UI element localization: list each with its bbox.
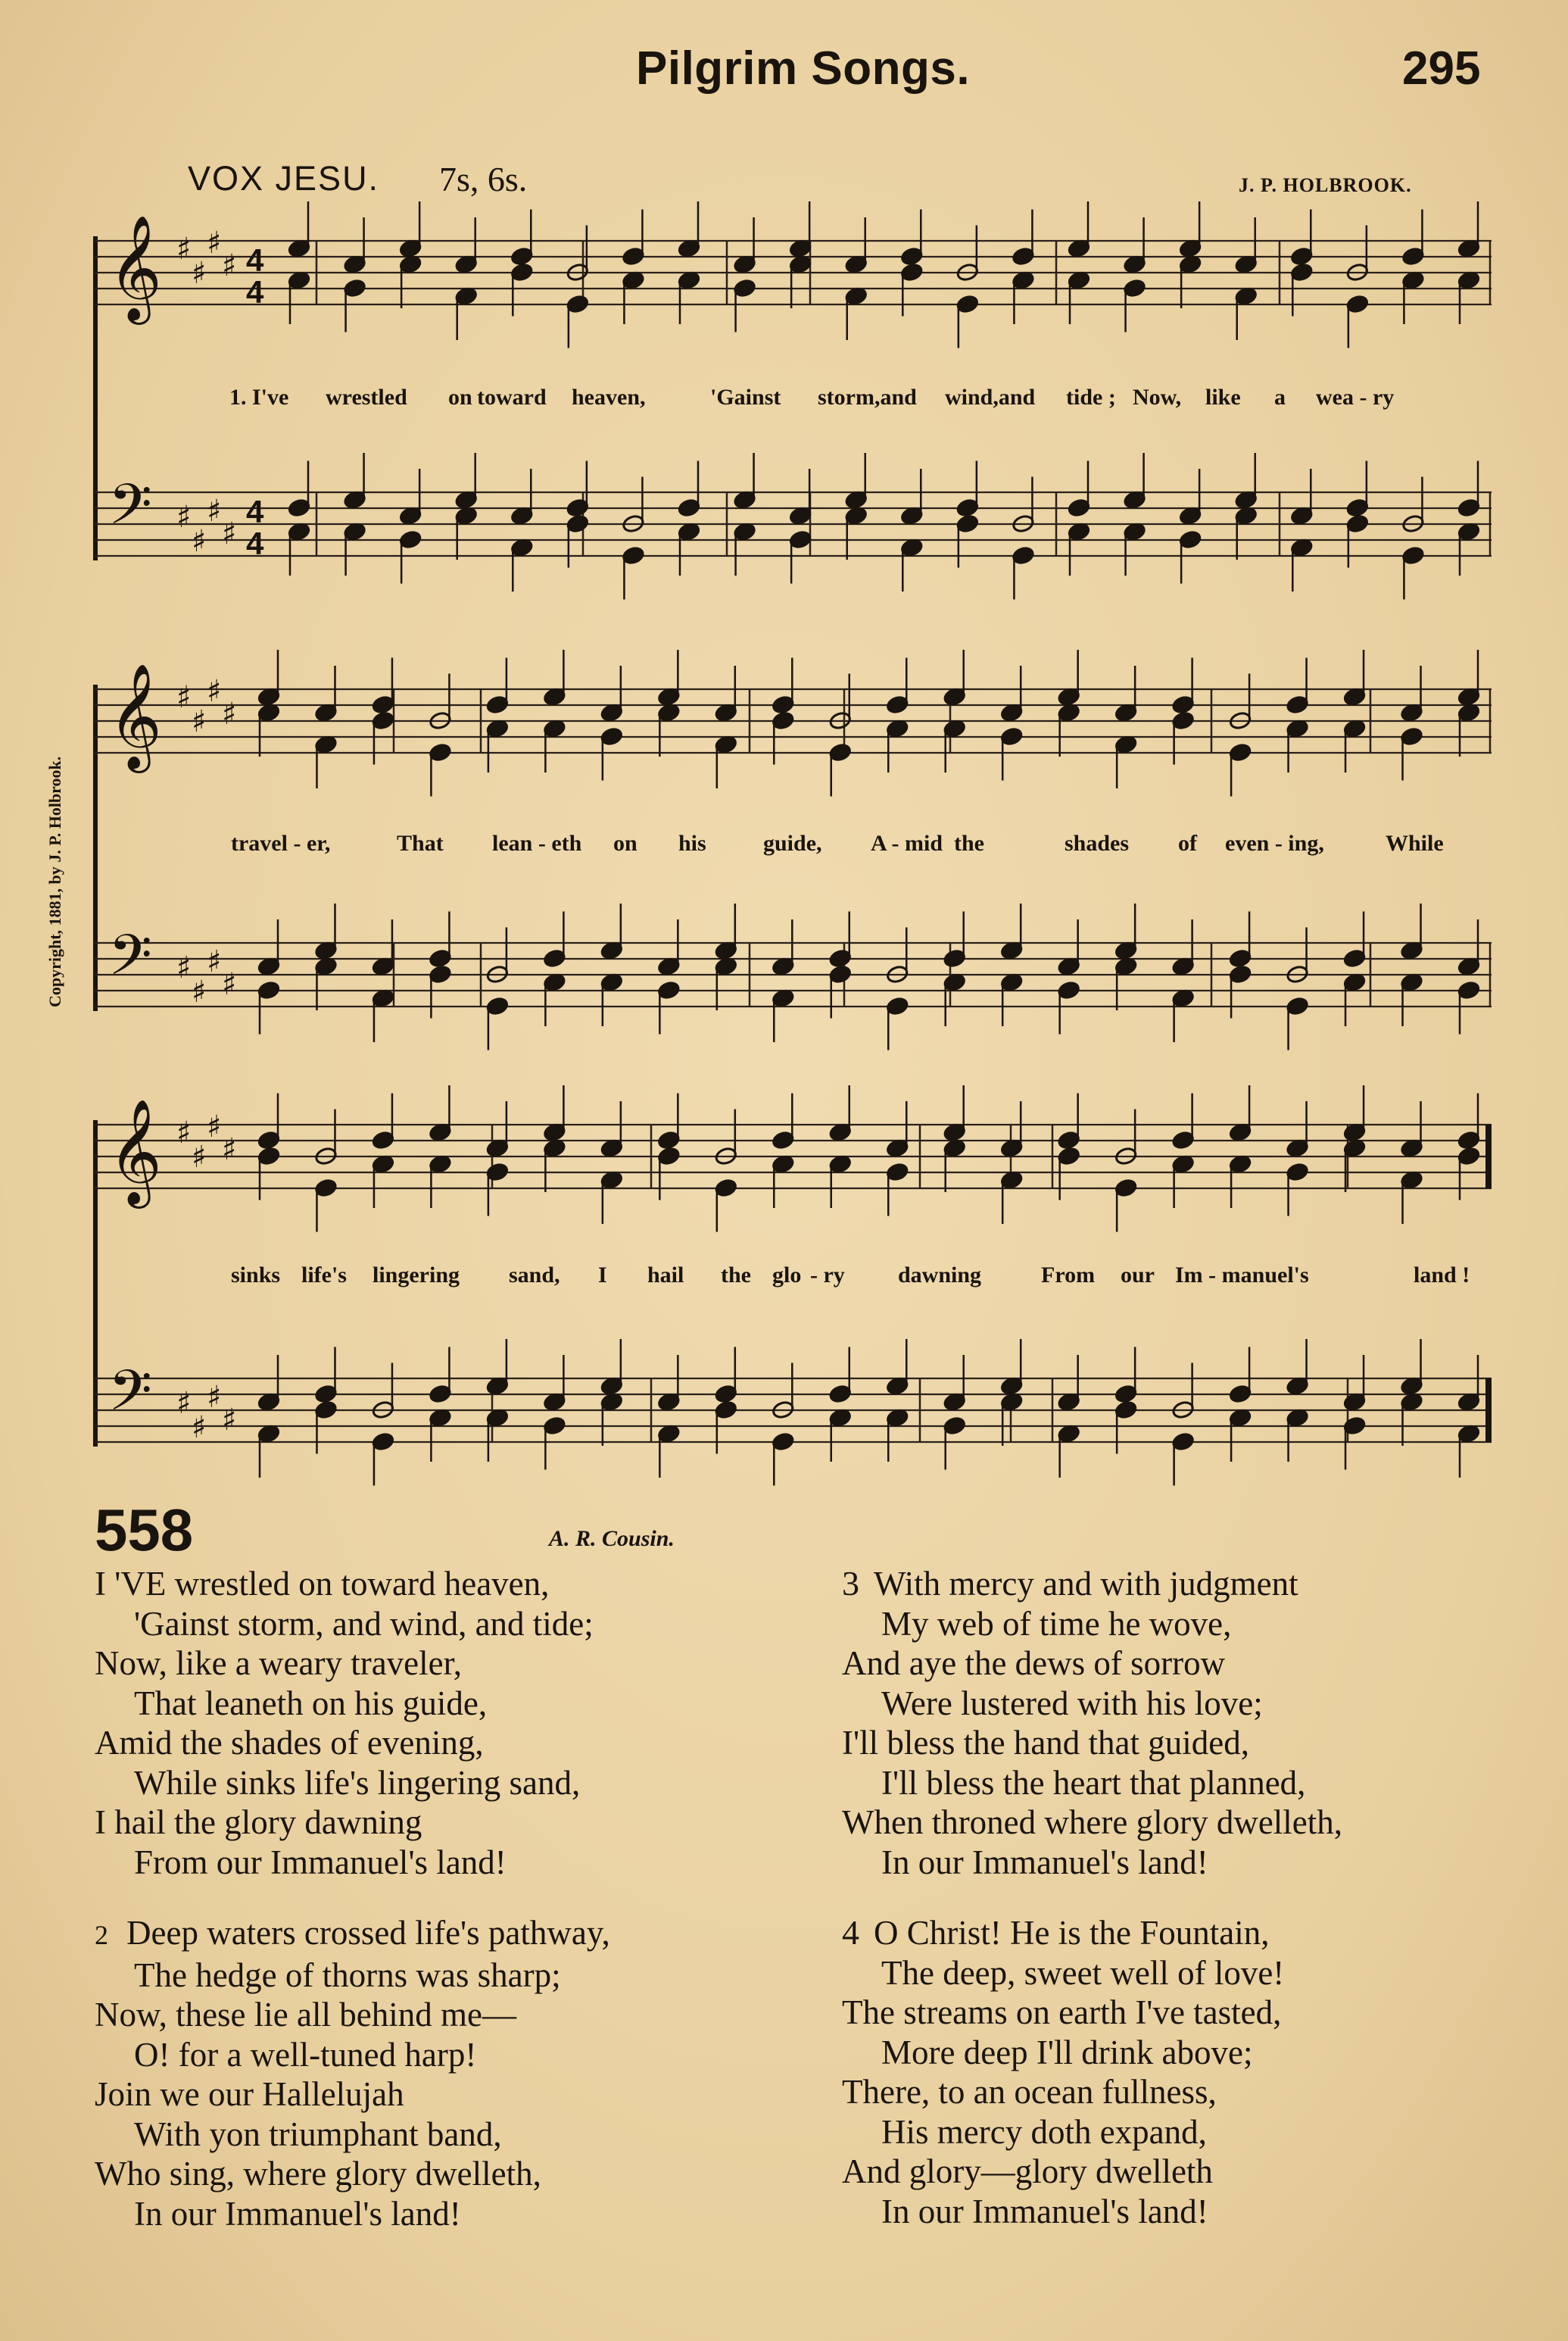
- system-brace: [93, 1120, 98, 1447]
- note-head: [678, 498, 701, 518]
- verse-line: [842, 1643, 1342, 1684]
- verse-line: [842, 2072, 1284, 2112]
- verse-line-text: Amid the shades of evening,: [95, 1724, 484, 1762]
- note-head: [1012, 247, 1035, 267]
- note-head: [566, 514, 590, 534]
- verse-line-text: More deep I'll drink above;: [881, 2033, 1253, 2071]
- verse-line: [842, 2033, 1284, 2073]
- note-head: [886, 695, 909, 715]
- verse-1: [95, 1564, 594, 1882]
- note-head: [657, 1147, 681, 1166]
- treble-clef-icon: 𝄞: [108, 215, 162, 320]
- note-head: [1346, 498, 1370, 518]
- note-head: [1400, 727, 1423, 747]
- verse-2: [95, 1913, 610, 2233]
- note-head: [1343, 949, 1367, 969]
- note-head: [772, 711, 795, 731]
- note-head: [1114, 1178, 1138, 1198]
- note-head: [715, 1384, 738, 1404]
- note-head: [828, 949, 852, 969]
- lyric-syllable: 'Gainst: [710, 385, 781, 410]
- lyric-syllable: of: [1178, 831, 1197, 856]
- verse-line: [95, 1843, 594, 1883]
- verse-line-text: His mercy doth expand,: [881, 2112, 1207, 2151]
- lyric-syllable: Now,: [1133, 385, 1182, 410]
- note-head: [372, 711, 395, 731]
- note-head: [1114, 1384, 1138, 1404]
- note-head: [1286, 1163, 1309, 1182]
- verse-line: [95, 2035, 610, 2075]
- note-head: [486, 997, 510, 1016]
- note-head: [657, 981, 681, 1000]
- verse-number: 4: [842, 1913, 859, 1952]
- hymn-number: 558: [95, 1497, 194, 1563]
- note-head: [314, 1384, 338, 1404]
- note-head: [1457, 1131, 1481, 1150]
- note-head: [772, 1131, 795, 1150]
- lyric-syllable: our: [1121, 1263, 1155, 1288]
- note-head: [257, 981, 281, 1000]
- note-head: [1229, 743, 1252, 763]
- copyright-notice: Copyright, 1881, by J. P. Holbrook.: [45, 756, 64, 1007]
- lyric-syllable: I: [598, 1263, 607, 1288]
- bass-clef-icon: 𝄢: [108, 472, 152, 551]
- note-head: [956, 295, 980, 314]
- lyric-syllable: his: [678, 831, 706, 856]
- verse-line-text: I 'VE wrestled on toward heaven,: [95, 1565, 550, 1603]
- verse-line-text: In our Immanuel's land!: [134, 2194, 461, 2233]
- sharp-icon: ♯: [192, 975, 207, 1010]
- verse-line: [95, 2074, 610, 2115]
- note-head: [600, 727, 624, 747]
- tune-name: VOX JESU.: [188, 159, 380, 198]
- sharp-icon: ♯: [176, 680, 192, 715]
- tune-meter: 7s, 6s.: [439, 160, 528, 198]
- lyric-syllable: life's: [301, 1263, 347, 1288]
- verse-line: [95, 1604, 594, 1644]
- verse-line-text: From our Immanuel's land!: [134, 1843, 507, 1881]
- lyric-syllable: wind,and: [945, 385, 1036, 410]
- note-head: [1057, 981, 1080, 1000]
- lyric-syllable: wea - ry: [1316, 385, 1395, 410]
- note-head: [288, 498, 311, 518]
- verse-line-text: That leaneth on his guide,: [134, 1684, 488, 1722]
- sharp-icon: ♯: [222, 517, 237, 551]
- note-head: [1057, 1147, 1080, 1166]
- verse-line-text: Deep waters crossed life's pathway,: [126, 1914, 610, 1952]
- note-head: [486, 695, 510, 715]
- verse-line: [842, 1843, 1342, 1883]
- note-head: [956, 498, 980, 518]
- note-head: [1401, 546, 1425, 566]
- verse-line-text: With mercy and with judgment: [874, 1565, 1298, 1603]
- note-head: [429, 1384, 452, 1404]
- note-head: [566, 295, 590, 314]
- lyric-syllable: lingering: [373, 1263, 460, 1288]
- note-head: [1457, 498, 1481, 518]
- sharp-icon: ♯: [222, 1132, 237, 1167]
- verse-line-text: The hedge of thorns was sharp;: [134, 1956, 561, 1994]
- verse-4: [842, 1913, 1284, 2231]
- note-head: [543, 1416, 566, 1436]
- verse-line: [842, 1953, 1284, 1993]
- lyric-syllable: tide ;: [1066, 385, 1116, 410]
- verse-line: [842, 1723, 1342, 1763]
- note-head: [257, 1147, 281, 1166]
- lyric-syllable: dawning: [898, 1263, 982, 1288]
- note-head: [1012, 546, 1035, 566]
- lyric-syllable: Im - manuel's: [1175, 1263, 1309, 1288]
- verse-line-text: Were lustered with his love;: [881, 1684, 1263, 1722]
- verse-line: [842, 1604, 1342, 1644]
- sharp-icon: ♯: [207, 674, 222, 709]
- verse-line-text: There, to an ocean fullness,: [842, 2073, 1217, 2111]
- note-head: [429, 743, 452, 763]
- verse-line-text: While sinks life's lingering sand,: [134, 1763, 581, 1802]
- sharp-icon: ♯: [176, 950, 192, 985]
- verse-line: [95, 1684, 594, 1724]
- verse-line-text: 'Gainst storm, and wind, and tide;: [134, 1604, 594, 1643]
- hymn-author: A. R. Cousin.: [549, 1526, 675, 1551]
- verse-line-text: When throned where glory dwelleth,: [842, 1803, 1343, 1841]
- verse-line: [842, 1803, 1342, 1843]
- verse-line-text: In our Immanuel's land!: [881, 1843, 1208, 1881]
- verse-3: [842, 1564, 1342, 1882]
- lyric-syllable: wrestled: [326, 385, 407, 410]
- time-signature: 4: [246, 242, 264, 278]
- note-head: [789, 530, 812, 550]
- lyric-syllable: sinks: [231, 1263, 281, 1288]
- note-head: [622, 546, 645, 566]
- note-head: [510, 247, 534, 267]
- lyric-syllable: That: [397, 831, 444, 856]
- sharp-icon: ♯: [176, 1116, 192, 1150]
- lyric-syllable: sand,: [509, 1263, 560, 1288]
- note-head: [1401, 247, 1425, 267]
- note-head: [543, 949, 566, 969]
- verse-line-text: In our Immanuel's land!: [881, 2192, 1208, 2230]
- verse-line: [842, 2152, 1284, 2192]
- note-head: [1290, 263, 1314, 282]
- verse-line-text: With yon triumphant band,: [134, 2115, 502, 2153]
- note-head: [343, 279, 366, 298]
- note-head: [622, 247, 645, 267]
- note-head: [943, 949, 966, 969]
- lyric-syllable: lean - eth: [492, 831, 582, 856]
- sharp-icon: ♯: [176, 1386, 192, 1421]
- note-head: [1171, 711, 1195, 731]
- note-head: [715, 1178, 738, 1198]
- verse-line-text: The deep, sweet well of love!: [881, 1953, 1285, 1992]
- lyric-syllable: shades: [1065, 831, 1130, 856]
- note-head: [1457, 1147, 1481, 1166]
- verse-line-text: O Christ! He is the Fountain,: [874, 1914, 1270, 1952]
- note-head: [429, 949, 452, 969]
- note-head: [257, 1131, 281, 1150]
- note-head: [657, 1131, 681, 1150]
- verse-line-text: I hail the glory dawning: [95, 1803, 422, 1841]
- verse-number: 2: [95, 1920, 108, 1950]
- verse-line: [95, 1803, 594, 1843]
- note-head: [1286, 997, 1309, 1016]
- note-head: [1229, 965, 1252, 985]
- note-head: [828, 743, 852, 763]
- verse-line-text: I'll bless the heart that planned,: [881, 1763, 1306, 1802]
- note-head: [1290, 247, 1314, 267]
- verse-line: [95, 2115, 610, 2155]
- verse-line-text: And glory—glory dwelleth: [842, 2152, 1213, 2190]
- lyric-syllable: on: [448, 385, 472, 410]
- note-head: [943, 1416, 966, 1436]
- verse-line: [842, 2112, 1284, 2152]
- sharp-icon: ♯: [176, 500, 192, 535]
- verse-line: [95, 1723, 594, 1763]
- note-head: [886, 997, 909, 1016]
- time-signature: 4: [246, 494, 264, 529]
- page-number: 295: [1402, 42, 1481, 95]
- system-brace: [93, 236, 98, 560]
- note-head: [886, 1163, 909, 1182]
- lyric-syllable: even - ing,: [1225, 831, 1324, 856]
- verse-line: [95, 1913, 610, 1956]
- time-signature: 4: [246, 274, 264, 310]
- note-head: [1229, 1384, 1252, 1404]
- note-head: [828, 965, 852, 985]
- note-head: [429, 965, 452, 985]
- verse-line: [95, 1763, 594, 1803]
- sharp-icon: ♯: [207, 1380, 222, 1415]
- note-head: [486, 1163, 510, 1182]
- note-head: [1229, 949, 1252, 969]
- bass-clef-icon: 𝄢: [108, 1358, 152, 1437]
- verse-line-text: Join we our Hallelujah: [95, 2075, 404, 2113]
- bass-clef-icon: 𝄢: [108, 922, 152, 1002]
- verse-line-text: My web of time he wove,: [881, 1604, 1232, 1643]
- sharp-icon: ♯: [222, 967, 237, 1002]
- lyric-syllable: A - mid: [871, 831, 943, 856]
- verse-line-text: I'll bless the hand that guided,: [842, 1724, 1250, 1762]
- sharp-icon: ♯: [222, 1403, 237, 1437]
- verse-line: [842, 2192, 1284, 2232]
- note-head: [372, 1432, 395, 1452]
- note-head: [372, 695, 395, 715]
- lyric-syllable: on: [613, 831, 637, 856]
- note-head: [566, 498, 590, 518]
- note-head: [399, 530, 422, 550]
- note-head: [1346, 295, 1370, 314]
- lyric-syllable: travel - er,: [231, 831, 331, 856]
- verse-line-text: Who sing, where glory dwelleth,: [95, 2155, 541, 2193]
- page-title: Pilgrim Songs.: [636, 42, 971, 95]
- note-head: [1000, 727, 1024, 747]
- lyric-syllable: storm,and: [818, 385, 917, 410]
- sharp-icon: ♯: [207, 226, 222, 261]
- verse-line: [95, 1643, 594, 1684]
- lyric-syllable: From: [1041, 1263, 1096, 1288]
- verse-line: [842, 1993, 1284, 2033]
- note-head: [1179, 530, 1202, 550]
- note-head: [715, 1400, 738, 1420]
- sharp-icon: ♯: [192, 1140, 207, 1175]
- note-head: [1114, 1400, 1138, 1420]
- lyric-syllable: the: [954, 831, 984, 856]
- verse-line: [95, 1995, 610, 2035]
- note-head: [1057, 1131, 1080, 1150]
- note-head: [314, 1400, 338, 1420]
- final-bar: [1485, 1378, 1492, 1442]
- sharp-icon: ♯: [176, 232, 192, 267]
- note-head: [956, 514, 980, 534]
- verse-line-text: Now, like a weary traveler,: [95, 1644, 463, 1682]
- note-head: [1171, 1131, 1195, 1150]
- lyric-syllable: - ry: [810, 1263, 845, 1288]
- note-head: [900, 247, 924, 267]
- verse-number: 3: [842, 1564, 859, 1603]
- lyric-syllable: toward: [477, 385, 547, 410]
- lyric-syllable: hail: [647, 1263, 684, 1288]
- note-head: [314, 1178, 338, 1198]
- verse-line-text: And aye the dews of sorrow: [842, 1644, 1226, 1682]
- lyric-syllable: While: [1386, 831, 1444, 856]
- composer: J. P. HOLBROOK.: [1239, 174, 1412, 196]
- note-head: [1068, 498, 1091, 518]
- verse-line-text: The streams on earth I've tasted,: [842, 1993, 1282, 2031]
- note-head: [1171, 1432, 1195, 1452]
- note-head: [510, 263, 534, 282]
- verse-line-text: O! for a well-tuned harp!: [134, 2035, 477, 2074]
- verse-line: [95, 1956, 610, 1996]
- verse-line: [95, 2194, 610, 2234]
- note-head: [772, 695, 795, 715]
- note-head: [772, 1432, 795, 1452]
- note-head: [1123, 279, 1146, 298]
- note-head: [1346, 514, 1370, 534]
- lyric-syllable: a: [1274, 385, 1286, 410]
- note-head: [1457, 981, 1481, 1000]
- lyric-syllable: land !: [1414, 1263, 1470, 1288]
- time-signature: 4: [246, 526, 264, 561]
- lyric-syllable: glo: [772, 1263, 802, 1288]
- treble-clef-icon: 𝄞: [108, 1099, 162, 1204]
- sharp-icon: ♯: [207, 494, 222, 529]
- sharp-icon: ♯: [222, 697, 237, 732]
- note-head: [1343, 1416, 1367, 1436]
- sharp-icon: ♯: [207, 1110, 222, 1144]
- note-head: [1286, 695, 1309, 715]
- sharp-icon: ♯: [207, 944, 222, 979]
- verse-line: [842, 1684, 1342, 1724]
- lyric-syllable: the: [721, 1263, 751, 1288]
- lyric-syllable: like: [1205, 385, 1241, 410]
- verse-line: [95, 1564, 594, 1604]
- lyric-syllable: heaven,: [572, 385, 646, 410]
- sharp-icon: ♯: [192, 704, 207, 739]
- treble-clef-icon: 𝄞: [108, 663, 162, 769]
- lyric-syllable: guide,: [763, 831, 822, 856]
- note-head: [1171, 695, 1195, 715]
- verse-line: [842, 1913, 1284, 1953]
- note-head: [733, 279, 756, 298]
- verse-line: [842, 1564, 1342, 1604]
- note-head: [900, 263, 924, 282]
- final-bar: [1485, 1125, 1492, 1188]
- lyric-syllable: 1. I've: [229, 385, 289, 410]
- sharp-icon: ♯: [192, 256, 207, 291]
- verse-line-text: Now, these lie all behind me—: [95, 1996, 516, 2034]
- sharp-icon: ♯: [222, 248, 237, 283]
- verse-line: [95, 2154, 610, 2194]
- system-brace: [93, 685, 98, 1011]
- note-head: [828, 1384, 852, 1404]
- sharp-icon: ♯: [192, 1410, 207, 1445]
- verse-line: [842, 1763, 1342, 1803]
- sharp-icon: ♯: [192, 524, 207, 559]
- note-head: [372, 1131, 395, 1150]
